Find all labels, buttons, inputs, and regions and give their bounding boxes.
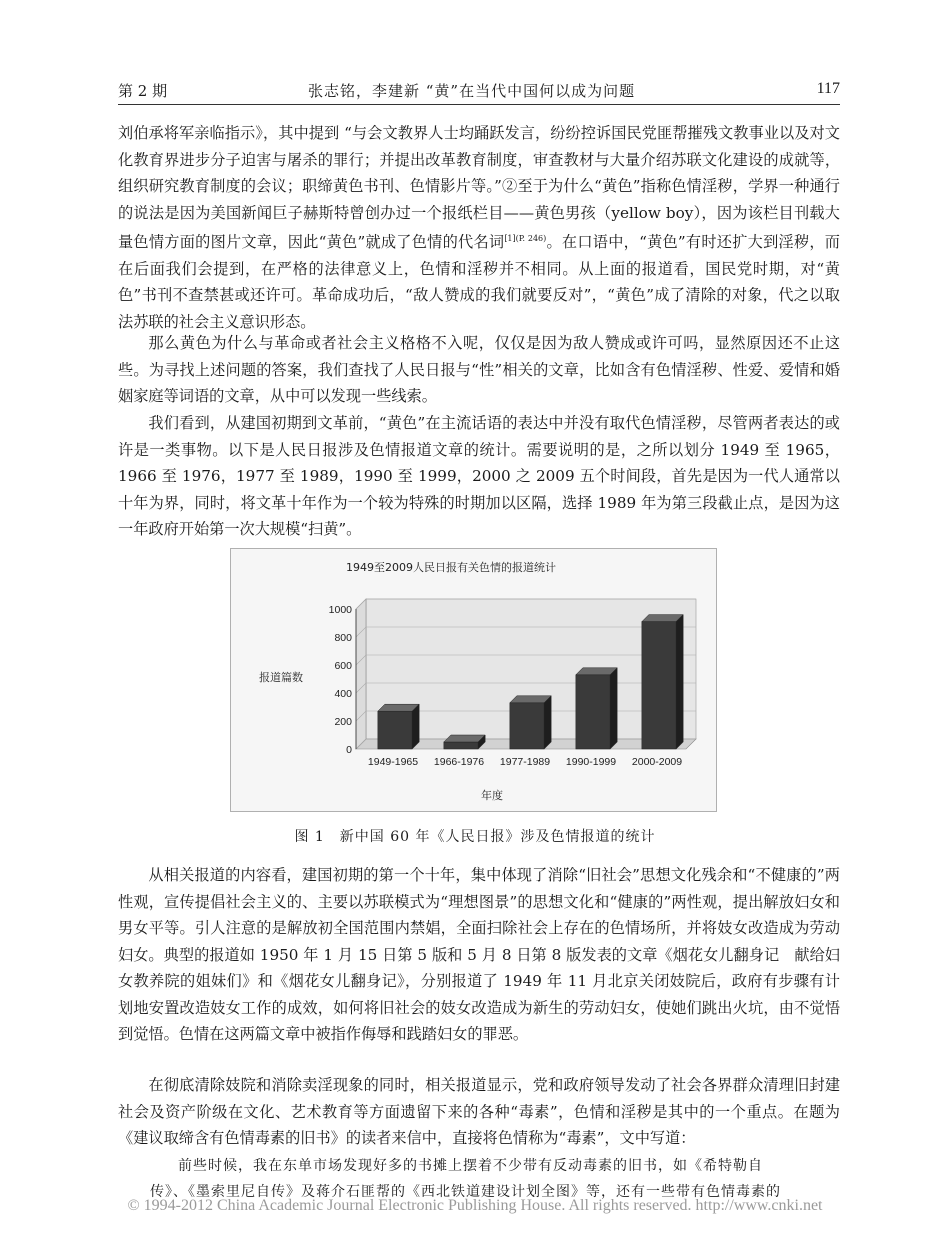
chart-ytick-label: 600	[334, 660, 352, 672]
chart-side-wall	[356, 599, 366, 749]
chart-ytick-label: 800	[334, 632, 352, 644]
chart-frame	[230, 548, 717, 812]
issue-number: 第 2 期	[118, 82, 168, 100]
chart-bar-front	[642, 622, 676, 749]
citation-ref: [1](P. 246)	[504, 234, 547, 243]
quote-line-2: 传》、《墨索里尼自传》及蒋介石匪帮的《西北铁道建设计划全图》等，还有一些带有色情毒素的	[150, 1184, 781, 1200]
chart-bar-side	[412, 704, 419, 749]
chart-ytick-label: 400	[334, 688, 352, 700]
chart-bar	[378, 704, 419, 749]
chart-ytick-label: 0	[346, 744, 352, 756]
chart-bar-side	[544, 696, 551, 749]
chart-bar	[510, 696, 551, 749]
chart-ytick-label: 200	[334, 716, 352, 728]
chart-bar-front	[576, 675, 610, 749]
chart-ytick-label: 1000	[328, 604, 352, 616]
chart-bar	[642, 615, 683, 749]
paragraph-1-tail: 。在口语中，“黄色”有时还扩大到淫秽，而在后面我们会提到，在严格的法律意义上，色情和淫秽并不相同。从上面的报道看，国民党时期，对“黄色”书刊不查禁甚或还许可。革命成功后，“敌人赞成的我们就要反对”，“黄色”成了清除的对象，代之以取法苏联的社会主义意识形态。	[118, 233, 840, 331]
chart-bar	[576, 668, 617, 749]
chart-title: 1949至2009人民日报有关色情的报道统计	[346, 561, 556, 574]
chart-category-label: 2000-2009	[631, 756, 683, 768]
chart-category-label: 1977-1989	[499, 756, 551, 768]
paragraph-4: 从相关报道的内容看，建国初期的第一个十年，集中体现了消除“旧社会”思想文化残余和“不健康的”两性观，宣传提倡社会主义的、主要以苏联模式为“理想图景”的思想文化和“健康的”两性观，提出解放妇女和男女平等。引人注意的是解放初全国范围内禁娼，全面扫除社会上存在的色情场所，并将妓女改造成为劳动妇女。典型的报道如 1950 年 1 月 15 日第 5 版和 5 月 8 日第 8 版发表的文章《烟花女儿翻身记 献给妇女教养院的姐妹们》和《烟花女儿翻身记》，分别报道了 1949 年 11 月北京关闭妓院后，政府有步骤有计划地安置改造妓女工作的成效，如何将旧社会的妓女改造成为新生的劳动妇女，使她们跳出火坑，由不觉悟到觉悟。色情在这两篇文章中被指作侮辱和践踏妇女的罪恶。	[118, 866, 840, 1043]
copyright-footer: © 1994-2012 China Academic Journal Electronic Publishing House. All rights reserved. http://www.cnki.net	[127, 1197, 823, 1214]
chart-bar-front	[510, 703, 544, 749]
running-header	[118, 78, 840, 105]
paragraph-1	[118, 120, 840, 335]
paragraph-5: 在彻底清除妓院和消除卖淫现象的同时，相关报道显示，党和政府领导发动了社会各界群众清理旧封建社会及资产阶级在文化、艺术教育等方面遗留下来的各种“毒素”，色情和淫秽是其中的一个重点。在题为《建议取缔含有色情毒素的旧书》的读者来信中，直接将色情称为“毒素”，文中写道：	[118, 1076, 840, 1147]
chart-bar-front	[378, 711, 412, 749]
quote-line-1: 前些时候，我在东单市场发现好多的书摊上摆着不少带有反动毒素的旧书，如《希特勒自	[178, 1158, 763, 1174]
paragraph-3: 我们看到，从建国初期到文革前，“黄色”在主流话语的表达中并没有取代色情淫秽，尽管两者表达的或许是一类事物。以下是人民日报涉及色情报道文章的统计。需要说明的是，之所以划分 1949 至 1965，1966 至 1976，1977 至 1989，1990 至 1999，2000 之 2009 五个时间段，首先是因为一代人通常以十年为界，同时，将文革十年作为一个较为特殊的时期加以区隔，选择 1989 年为第三段截止点，是因为这一年政府开始第一次大规模“扫黄”。	[118, 414, 840, 538]
chart-xlabel: 年度	[481, 789, 503, 802]
running-title: 张志铭，李建新 “黄”在当代中国何以成为问题	[308, 82, 636, 100]
chart-bar-side	[676, 615, 683, 749]
chart-categories	[368, 756, 682, 768]
chart-bar-side	[610, 668, 617, 749]
chart-category-label: 1966-1976	[433, 756, 485, 768]
chart-yticks	[329, 604, 356, 756]
paragraph-2: 那么黄色为什么与革命或者社会主义格格不入呢，仅仅是因为敌人赞成或许可吗，显然原因还不止这些。为寻找上述问题的答案，我们查找了人民日报与“性”相关的文章，比如含有色情淫秽、性爱、爱情和婚姻家庭等词语的文章，从中可以发现一些线索。	[118, 334, 840, 405]
paragraph-1-text: 刘伯承将军亲临指示》，其中提到 “与会文教界人士均踊跃发言，纷纷控诉国民党匪帮摧残文教事业以及对文化教育界进步分子迫害与屠杀的罪行；并提出改革教育制度，审查教材与大量介绍苏联文化建设的成就等，组织研究教育制度的会议；职缔黄色书刊、色情影片等。”②至于为什么“黄色”指称色情淫秽，学界一种通行的说法是因为美国新闻巨子赫斯特曾创办过一个报纸栏目——黄色男孩（yellow boy），因为该栏目刊载大量色情方面的图片文章，因此“黄色”就成了色情的代名词	[118, 124, 840, 252]
chart-bar	[444, 735, 485, 749]
chart-bar-front	[444, 742, 478, 749]
bar-chart	[231, 549, 716, 811]
chart-ylabel: 报道篇数	[259, 671, 303, 684]
chart-category-label: 1990-1999	[565, 756, 617, 768]
page-number: 117	[816, 80, 840, 97]
figure-caption: 图 1 新中国 60 年《人民日报》涉及色情报道的统计	[294, 829, 656, 845]
chart-category-label: 1949-1965	[367, 756, 419, 768]
